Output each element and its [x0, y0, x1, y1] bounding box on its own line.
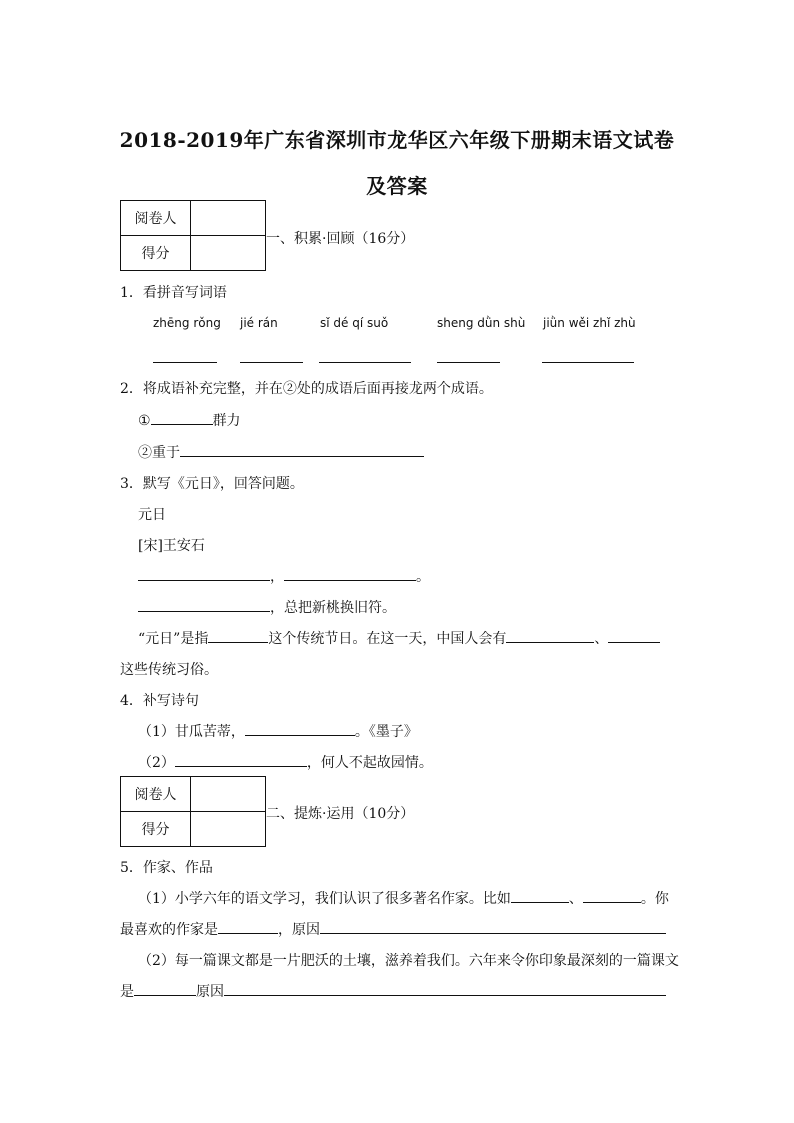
favorite-author-blank[interactable] [218, 919, 278, 934]
lesson-answer-a: 是 [120, 984, 134, 1000]
poem-line-2-text: ，总把新桃换旧符。 [270, 600, 396, 616]
poem-fill-blank-2[interactable] [175, 752, 307, 767]
item-1-suffix: 群力 [212, 413, 241, 429]
poem-blank-3[interactable] [138, 597, 270, 612]
question-1-label: 1．看拼音写词语 [120, 285, 227, 301]
reviewer-label: 阅卷人 [121, 777, 191, 812]
reason-blank-1[interactable] [320, 919, 666, 934]
item-2-prefix: ②重于 [138, 445, 180, 461]
section-2-heading: 二、提炼·运用（10分） [266, 806, 415, 822]
pinyin-5: jiǜn wěi zhǐ zhù [543, 316, 636, 330]
idiom-item-1 [138, 410, 241, 430]
score-label: 得分 [121, 236, 191, 271]
reason-blank-2[interactable] [224, 981, 666, 996]
page-title: 2018-2019年广东省深圳市龙华区六年级下册期末语文试卷 [119, 128, 675, 152]
poem-line-2 [138, 597, 396, 617]
poem-fill-2-b: ，何人不起故园情。 [306, 755, 433, 771]
author-question [138, 888, 669, 908]
lesson-answer-b: 原因 [196, 984, 224, 1000]
reviewer-cell[interactable] [191, 777, 266, 812]
favorite-author [120, 919, 666, 939]
score-table-2 [120, 776, 266, 847]
idiom-blank-2[interactable] [180, 442, 424, 457]
score-label: 得分 [121, 812, 191, 847]
score-cell[interactable] [191, 236, 266, 271]
festival-text-b: 这个传统节日。在这一天，中国人会有 [268, 631, 507, 647]
festival-question [138, 628, 660, 648]
poem-title: 元日 [138, 507, 166, 523]
answer-blank-5[interactable] [542, 362, 634, 363]
author-blank-2[interactable] [583, 888, 641, 903]
pinyin-1: zhēng rǒng [153, 316, 221, 330]
answer-blank-1[interactable] [153, 362, 217, 363]
question-5-label: 5．作家、作品 [120, 860, 213, 876]
pinyin-2: jié rán [240, 316, 278, 330]
festival-question-end: 这些传统习俗。 [120, 662, 218, 678]
poem-comma: ， [270, 569, 284, 585]
pinyin-4: sheng dǜn shù [437, 316, 526, 330]
poem-fill-2 [138, 752, 433, 772]
favorite-author-b: ，原因 [278, 922, 320, 938]
favorite-author-a: 最喜欢的作家是 [120, 922, 218, 938]
festival-blank[interactable] [208, 628, 268, 643]
reviewer-label: 阅卷人 [121, 201, 191, 236]
poem-blank-2[interactable] [284, 566, 416, 581]
answer-blank-4[interactable] [437, 362, 500, 363]
answer-blank-2[interactable] [240, 362, 303, 363]
lesson-question: （2）每一篇课文都是一片肥沃的土壤，滋养着我们。六年来令你印象最深刻的一篇课文 [138, 953, 679, 969]
idiom-blank-1[interactable] [151, 410, 213, 425]
festival-text-c: 、 [594, 631, 609, 647]
lesson-answer [120, 981, 666, 1001]
poem-fill-blank-1[interactable] [245, 721, 355, 736]
poem-fill-2-a: （2） [138, 755, 175, 771]
reviewer-cell[interactable] [191, 201, 266, 236]
poem-fill-1-a: （1）甘瓜苦蒂， [138, 724, 245, 740]
lesson-blank[interactable] [134, 981, 196, 996]
item-1-prefix: ① [138, 413, 151, 429]
poem-author: [宋]王安石 [138, 538, 205, 554]
author-question-a: （1）小学六年的语文学习，我们认识了很多著名作家。比如 [138, 891, 511, 907]
poem-fill-1 [138, 721, 418, 741]
festival-text-a: “元日”是指 [138, 631, 209, 647]
question-3-label: 3．默写《元日》，回答问题。 [120, 476, 304, 492]
custom-blank-1[interactable] [506, 628, 594, 643]
question-4-label: 4．补写诗句 [120, 693, 199, 709]
score-cell[interactable] [191, 812, 266, 847]
custom-blank-2[interactable] [608, 628, 660, 643]
score-table-1 [120, 200, 266, 271]
author-question-c: 。你 [640, 891, 669, 907]
author-blank-1[interactable] [511, 888, 569, 903]
answer-blank-3[interactable] [319, 362, 411, 363]
poem-fill-1-b: 。《墨子》 [354, 724, 418, 740]
section-1-heading: 一、积累·回顾（16分） [266, 231, 415, 247]
author-question-b: 、 [568, 891, 583, 907]
poem-period: 。 [416, 569, 430, 585]
page-title-continued: 及答案 [366, 174, 428, 198]
idiom-item-2 [138, 442, 424, 462]
poem-blank-1[interactable] [138, 566, 270, 581]
pinyin-3: sǐ dé qí suǒ [320, 316, 389, 330]
poem-line-1 [138, 566, 430, 586]
question-2-label: 2．将成语补充完整，并在②处的成语后面再接龙两个成语。 [120, 381, 493, 397]
